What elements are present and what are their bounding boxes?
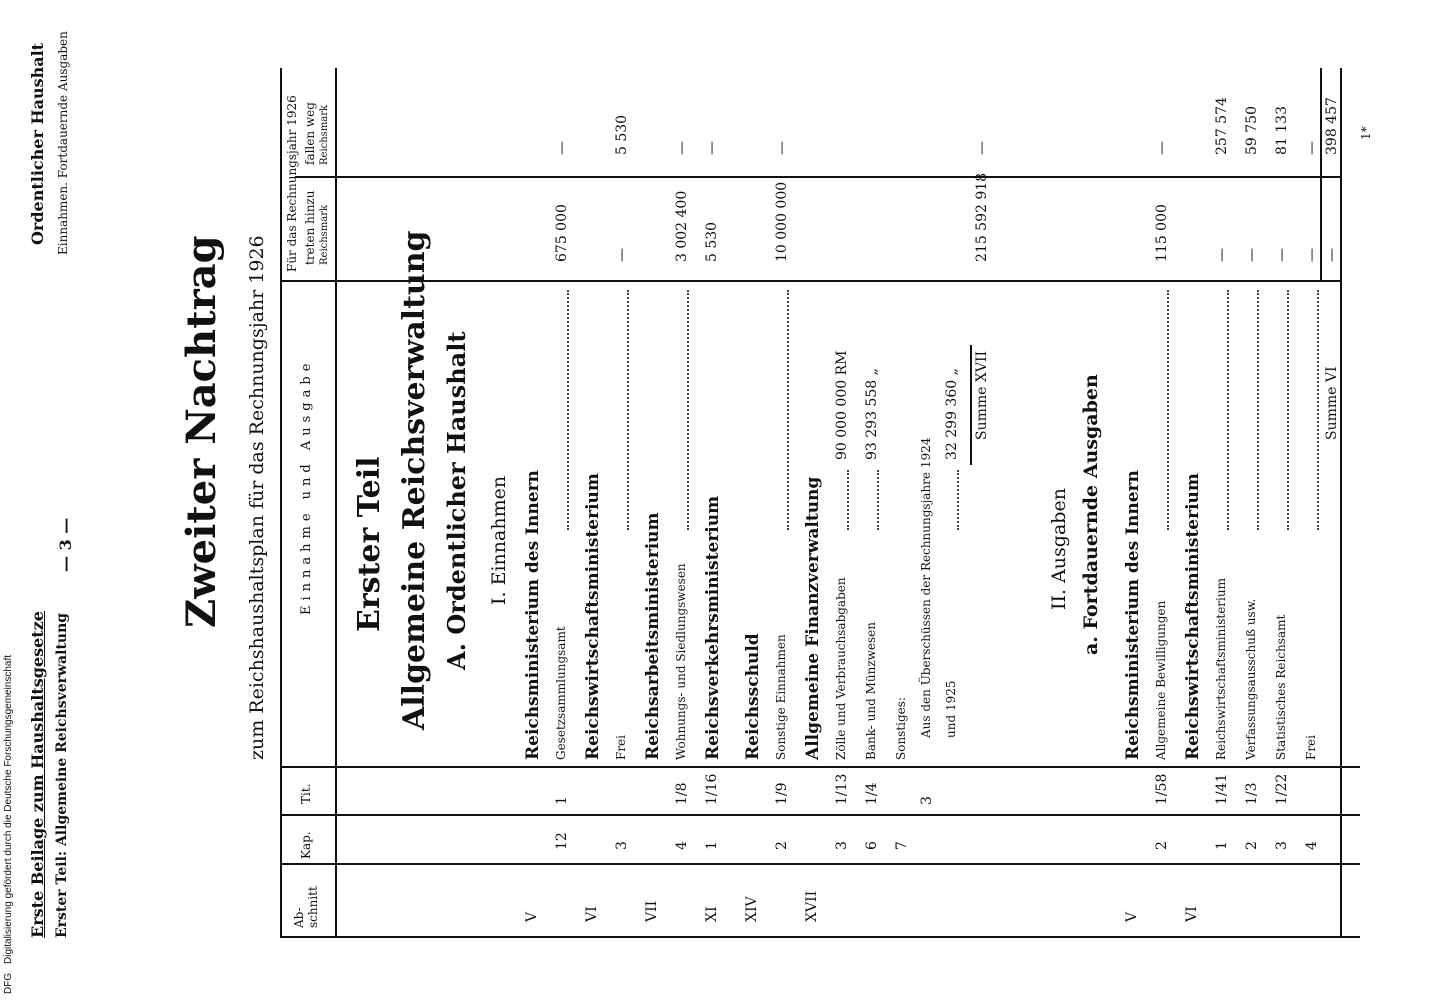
expenses-subheading: a. Fortdauernde Ausgaben bbox=[1080, 374, 1102, 655]
col-description: Einnahme und Ausgabe bbox=[299, 358, 314, 615]
row-tit: 1/3 bbox=[1244, 782, 1260, 805]
row-kap: 2 bbox=[1154, 841, 1170, 850]
budget-heading: A. Ordentlicher Haushalt bbox=[442, 331, 471, 670]
row-dropped: 81 133 bbox=[1274, 106, 1290, 155]
row-dropped: 398 457 bbox=[1324, 97, 1340, 155]
row-dropped: — bbox=[974, 141, 990, 155]
row-added: — bbox=[1244, 248, 1260, 262]
footer-logo: DFG bbox=[3, 972, 14, 994]
col-year-group: Für das Rechnungsjahr 1926 bbox=[285, 95, 299, 272]
col-rule-5 bbox=[295, 176, 1340, 178]
row-abschnitt: V bbox=[524, 911, 540, 922]
col-dropped-unit: Reichsmark bbox=[319, 104, 330, 165]
row-text: Sonstiges: bbox=[894, 697, 908, 760]
leader-dots bbox=[627, 290, 629, 530]
row-kap: 7 bbox=[894, 841, 910, 850]
footer-credit bbox=[0, 0, 24, 1000]
row-text: Reichsverkehrsministerium bbox=[703, 495, 723, 760]
row-text: Reichswirtschaftsministerium bbox=[1183, 473, 1203, 760]
row-added: — bbox=[1214, 248, 1230, 262]
row-text: Verfassungsausschuß usw. bbox=[1244, 598, 1258, 760]
page-number: — 3 — bbox=[56, 517, 75, 572]
leader-dots bbox=[1317, 290, 1319, 530]
row-added: — bbox=[1274, 248, 1290, 262]
row-text: Reichsarbeitsministerium bbox=[643, 512, 663, 760]
col-rule-4 bbox=[280, 280, 1340, 282]
col-kap: Kap. bbox=[299, 831, 313, 859]
row-tit: 1/9 bbox=[774, 782, 790, 805]
row-text: und 1925 bbox=[944, 680, 958, 738]
row-kap: 1 bbox=[704, 841, 720, 850]
row-tit: 1/58 bbox=[1154, 773, 1170, 805]
row-kap: 3 bbox=[614, 841, 630, 850]
row-text: Sonstige Einnahmen bbox=[774, 634, 788, 760]
row-kap: 4 bbox=[1304, 841, 1320, 850]
row-dropped: 5 530 bbox=[614, 114, 630, 155]
leader-dots bbox=[1227, 290, 1229, 530]
row-abschnitt: V bbox=[1124, 911, 1140, 922]
row-text: Allgemeine Finanzverwaltung bbox=[803, 476, 823, 760]
subtitle: zum Reichshaushaltsplan für das Rechnungsjahr 1926 bbox=[246, 235, 268, 760]
row-text: Zölle und Verbrauchsabgaben bbox=[834, 577, 848, 760]
row-text: Reichswirtschaftsministerium bbox=[1214, 578, 1228, 760]
row-text: Reichsministerium des Innern bbox=[1123, 470, 1143, 760]
leader-dots bbox=[847, 470, 849, 530]
row-tit: 1/41 bbox=[1214, 773, 1230, 805]
table-head-rule bbox=[335, 68, 337, 938]
row-tit: 1/22 bbox=[1274, 773, 1290, 805]
col-dropped: fallen weg bbox=[303, 102, 317, 165]
row-added: — bbox=[1324, 248, 1340, 262]
row-added: 3 002 400 bbox=[674, 190, 690, 262]
row-kap: 3 bbox=[1274, 841, 1290, 850]
row-kap: 2 bbox=[1244, 841, 1260, 850]
row-kap: 6 bbox=[864, 841, 880, 850]
leader-dots bbox=[1287, 290, 1289, 530]
row-kap: 3 bbox=[834, 841, 850, 850]
row-dropped: — bbox=[1304, 141, 1320, 155]
row-tit: 1 bbox=[554, 796, 570, 805]
row-abschnitt: XI bbox=[704, 906, 720, 922]
row-tit: 1/4 bbox=[864, 782, 880, 805]
row-added: 215 592 918 bbox=[974, 172, 990, 262]
main-title: Zweiter Nachtrag bbox=[178, 235, 225, 628]
row-text: Bank- und Münzwesen bbox=[864, 621, 878, 760]
row-abschnitt: VI bbox=[584, 906, 600, 922]
row-text: Statistisches Reichsamt bbox=[1274, 614, 1288, 760]
row-added: 10 000 000 bbox=[774, 181, 790, 262]
row-tit: 1/16 bbox=[704, 773, 720, 805]
row-dropped: — bbox=[554, 141, 570, 155]
table-left-rule bbox=[280, 936, 1360, 938]
row-text: Wohnungs- und Siedlungswesen bbox=[674, 563, 688, 760]
row-text: Reichsschuld bbox=[743, 633, 763, 760]
row-tit: 1/8 bbox=[674, 782, 690, 805]
row-text: Allgemeine Bewilligungen bbox=[1154, 600, 1168, 760]
leader-dots bbox=[877, 470, 879, 530]
row-added: 675 000 bbox=[554, 204, 570, 262]
row-kap: 2 bbox=[774, 841, 790, 850]
expenses-heading: II. Ausgaben bbox=[1048, 488, 1070, 610]
leader-dots bbox=[957, 470, 959, 530]
income-heading: I. Einnahmen bbox=[488, 475, 510, 605]
col-tit: Tit. bbox=[299, 783, 313, 804]
row-abschnitt: VII bbox=[644, 900, 660, 922]
row-text: Frei bbox=[1304, 734, 1318, 760]
row-dropped: — bbox=[774, 141, 790, 155]
row-text: Summe VI bbox=[1324, 366, 1340, 440]
row-amount: 93 293 558 „ bbox=[864, 368, 880, 460]
header-left-2: Erster Teil: Allgemeine Reichsverwaltung bbox=[54, 612, 70, 938]
header-left-1: Erste Beilage zum Haushaltsgesetze bbox=[28, 611, 47, 938]
col-rule-2 bbox=[280, 814, 1360, 816]
row-text: Frei bbox=[614, 734, 628, 760]
row-added: — bbox=[1304, 248, 1320, 262]
table-top-rule bbox=[280, 68, 282, 938]
row-tit: 1/13 bbox=[834, 773, 850, 805]
row-text: Gesetzsammlungsamt bbox=[554, 626, 568, 760]
admin-heading: Allgemeine Reichsverwaltung bbox=[397, 230, 432, 730]
row-kap: 12 bbox=[554, 832, 570, 850]
leader-dots bbox=[1257, 290, 1259, 530]
row-added: 115 000 bbox=[1154, 204, 1170, 262]
sum-underline bbox=[970, 345, 972, 465]
row-kap: 4 bbox=[674, 841, 690, 850]
col-abschnitt: Ab- schnitt bbox=[292, 886, 321, 928]
col-added: treten hinzu bbox=[303, 190, 317, 265]
row-text: Reichswirtschaftsministerium bbox=[583, 473, 603, 760]
row-kap: 1 bbox=[1214, 841, 1230, 850]
row-added: 5 530 bbox=[704, 221, 720, 262]
col-added-unit: Reichsmark bbox=[319, 204, 330, 265]
row-abschnitt: VI bbox=[1184, 906, 1200, 922]
row-tit: 3 bbox=[919, 796, 935, 805]
sum-underline bbox=[1320, 68, 1322, 282]
row-dropped: — bbox=[674, 141, 690, 155]
row-added: — bbox=[614, 248, 630, 262]
footer-text: Digitalisierung gefördert durch die Deutsche Forschungsgemeinschaft bbox=[3, 654, 14, 964]
row-abschnitt: XVII bbox=[804, 890, 820, 922]
header-right-1: Ordentlicher Haushalt bbox=[28, 42, 47, 245]
row-dropped: 59 750 bbox=[1244, 106, 1260, 155]
col-rule-1 bbox=[280, 863, 1360, 865]
header-right-2: Einnahmen. Fortdauernde Ausgaben bbox=[56, 31, 70, 255]
row-text: Reichsministerium des Innern bbox=[523, 470, 543, 760]
row-amount: 32 299 360 „ bbox=[944, 368, 960, 460]
row-dropped: — bbox=[704, 141, 720, 155]
row-text: Aus den Überschüssen der Rechnungsjahre 1924 bbox=[919, 437, 933, 738]
leader-dots bbox=[567, 290, 569, 530]
row-text: Summe XVII bbox=[974, 350, 990, 440]
part-heading: Erster Teil bbox=[352, 456, 387, 632]
row-dropped: 257 574 bbox=[1214, 97, 1230, 155]
col-rule-3 bbox=[280, 766, 1360, 768]
leader-dots bbox=[687, 290, 689, 530]
row-dropped: — bbox=[1154, 141, 1170, 155]
row-amount: 90 000 000 RM bbox=[834, 350, 850, 460]
page-mark: 1* bbox=[1359, 126, 1373, 140]
row-abschnitt: XIV bbox=[744, 896, 760, 922]
table-bottom-rule bbox=[1340, 68, 1342, 938]
leader-dots bbox=[1167, 290, 1169, 530]
leader-dots bbox=[787, 290, 789, 530]
